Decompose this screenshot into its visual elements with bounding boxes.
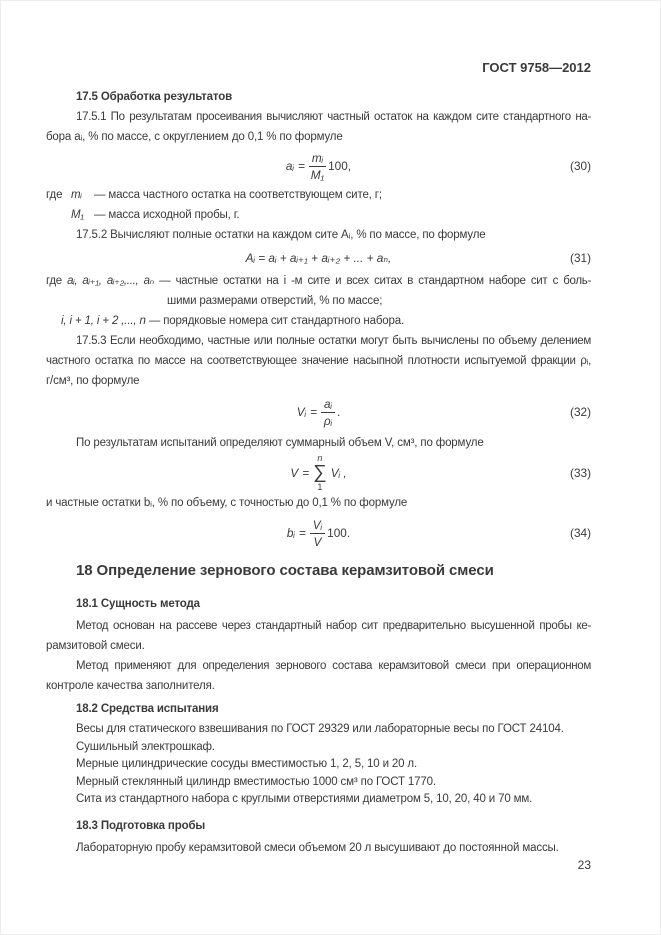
formula-33-lower-limit: 1 xyxy=(317,482,323,492)
formula-32 xyxy=(46,396,591,428)
where-list-31 xyxy=(46,271,591,331)
sigma-icon: ∑ xyxy=(313,462,327,483)
formula-34-fraction xyxy=(310,518,325,549)
formula-32-equals: = xyxy=(310,405,317,419)
formula-34-number: (34) xyxy=(570,526,591,540)
paragraph-18-3: Лабораторную пробу керамзитовой смеси объемом 20 л высушивают до постоянной массы. xyxy=(76,841,559,854)
where-30-text-1: — масса частного остатка на соответствующем сите, г; xyxy=(94,189,382,201)
paragraph-18-1-b-line-1: Метод применяют для определения зернового состава керамзитовой смеси при операционном xyxy=(76,660,591,672)
paragraph-17-5-1-line-2: бора aᵢ, % по массе, с округлением до 0,1 % по формуле xyxy=(46,131,343,143)
formula-30-equals: = xyxy=(297,159,305,173)
equipment-item: Сушильный электрошкаф. xyxy=(76,740,215,753)
where-30-var-1: mᵢ xyxy=(71,189,82,201)
paragraph-18-1-a xyxy=(46,616,591,656)
formula-30-fraction xyxy=(309,151,326,182)
paragraph-18-1-a-line-2: рамзитовой смеси. xyxy=(46,640,145,652)
formula-32-body xyxy=(297,397,341,428)
section-17-5-heading: 17.5 Обработка результатов xyxy=(76,91,233,103)
formula-34-equals: = xyxy=(298,526,306,540)
section-18-3-heading: 18.3 Подготовка пробы xyxy=(76,819,206,832)
equipment-item: Сита из стандартного набора с круглыми отверстиями диаметром 5, 10, 20, 40 и 70 мм. xyxy=(76,793,533,805)
formula-33-equals: = xyxy=(302,466,310,480)
paragraph-18-1-b-line-2: контроле качества заполнителя. xyxy=(46,680,215,692)
formula-33-body xyxy=(290,454,346,492)
formula-33 xyxy=(46,453,591,493)
formula-33-upper-limit: n xyxy=(317,453,323,463)
where-31-row-1-cont: шими размерами отверстий, % по массе; xyxy=(167,295,383,307)
formula-33-number: (33) xyxy=(570,466,591,480)
formula-32-lhs: Vᵢ xyxy=(296,405,307,419)
formula-32-numerator: aᵢ xyxy=(321,397,335,413)
page-content xyxy=(46,61,591,872)
formula-33-rhs: Vᵢ , xyxy=(330,466,347,480)
formula-32-period: . xyxy=(336,405,341,419)
paragraph-18-1-a-line-1: Метод основан на рассеве через стандартный набор сит предварительно высушенной пробы ке- xyxy=(76,620,591,632)
page-number: 23 xyxy=(577,857,591,872)
section-18-1-heading: 18.1 Сущность метода xyxy=(76,598,200,610)
where-list-30 xyxy=(46,185,591,225)
where-30-row-1 xyxy=(46,185,591,205)
doc-code: ГОСТ 9758—2012 xyxy=(482,60,591,75)
where-30-text-2: — масса исходной пробы, г. xyxy=(94,209,240,221)
equipment-item: Мерный стеклянный цилиндр вместимостью 1000 см³ по ГОСТ 1770. xyxy=(76,775,436,788)
section-18-2-heading: 18.2 Средства испытания xyxy=(76,703,219,715)
formula-31 xyxy=(46,248,591,268)
formula-32-fraction xyxy=(321,397,335,428)
formula-34-numerator: Vᵢ xyxy=(310,518,325,534)
paragraph-17-5-3-line-1: 17.5.3 Если необходимо, частные или полные остатки могут быть вычислены по объему делением xyxy=(76,335,591,347)
where-31-row-2 xyxy=(46,311,591,331)
where-31-vars: aᵢ, aᵢ₊₁, aᵢ₊₂,..., aₙ xyxy=(67,275,154,287)
formula-30-numerator: mᵢ xyxy=(309,151,326,167)
formula-32-denominator: ρᵢ xyxy=(323,413,333,428)
formula-30-denominator: M₁ xyxy=(310,167,325,182)
formula-30-body xyxy=(286,151,351,182)
equipment-item: Мерные цилиндрические сосуды вместимостью 1, 2, 5, 10 и 20 л. xyxy=(76,758,418,770)
formula-34-lhs: bᵢ xyxy=(286,526,295,540)
formula-34-coefficient: 100. xyxy=(327,526,351,540)
where-30-intro: где xyxy=(46,189,63,201)
formula-34-denominator: V xyxy=(313,534,322,549)
formula-34 xyxy=(46,516,591,550)
formula-30 xyxy=(46,150,591,182)
where-31-intro: где xyxy=(46,275,62,287)
paragraph-partial-residues: и частные остатки bᵢ, % по объему, с точностью до 0,1 % по формуле xyxy=(46,497,408,509)
where-31-text-1: — частные остатки на i -м сите и всех ситах в стандартном наборе сит с боль- xyxy=(159,275,591,287)
paragraph-17-5-3-line-2: частного остатка по массе на соответствующее значение насыпной плотности испытуемой фракции ρᵢ, xyxy=(46,355,591,367)
equipment-list xyxy=(46,721,591,809)
where-30-var-2: M₁ xyxy=(71,209,84,221)
where-31-vars-2: i, i + 1, i + 2 ,..., n xyxy=(61,315,146,327)
formula-34-body xyxy=(287,518,350,549)
formula-30-coefficient: 100, xyxy=(328,159,352,173)
paragraph-17-5-1 xyxy=(46,107,591,147)
formula-31-number: (31) xyxy=(570,251,591,265)
formula-33-lhs: V xyxy=(290,466,299,480)
where-31-row-1 xyxy=(46,271,591,291)
where-30-row-2 xyxy=(46,205,591,225)
paragraph-17-5-2: 17.5.2 Вычисляют полные остатки на каждом сите Aᵢ, % по массе, по формуле xyxy=(76,229,486,241)
paragraph-17-5-3 xyxy=(46,331,591,391)
formula-32-number: (32) xyxy=(570,405,591,419)
where-31-text-2: — порядковые номера сит стандартного набора. xyxy=(148,315,405,327)
paragraph-total-volume: По результатам испытаний определяют суммарный объем V, см³, по формуле xyxy=(76,437,484,449)
formula-33-sum xyxy=(313,454,327,492)
paragraph-17-5-1-line-1: 17.5.1 По результатам просеивания вычисляют частный остаток на каждом сите стандартного на- xyxy=(76,111,591,123)
formula-30-lhs: aᵢ xyxy=(285,159,294,173)
formula-30-number: (30) xyxy=(570,159,591,173)
formula-31-body: Aᵢ = aᵢ + aᵢ₊₁ + aᵢ₊₂ + ... + aₙ, xyxy=(245,251,392,265)
section-18-heading: 18 Определение зернового состава керамзитовой смеси xyxy=(76,562,494,579)
paragraph-17-5-3-line-3: г/см³, по формуле xyxy=(46,375,140,387)
equipment-item: Весы для статического взвешивания по ГОСТ 29329 или лабораторные весы по ГОСТ 24104. xyxy=(76,723,564,735)
paragraph-18-1-b xyxy=(46,656,591,696)
